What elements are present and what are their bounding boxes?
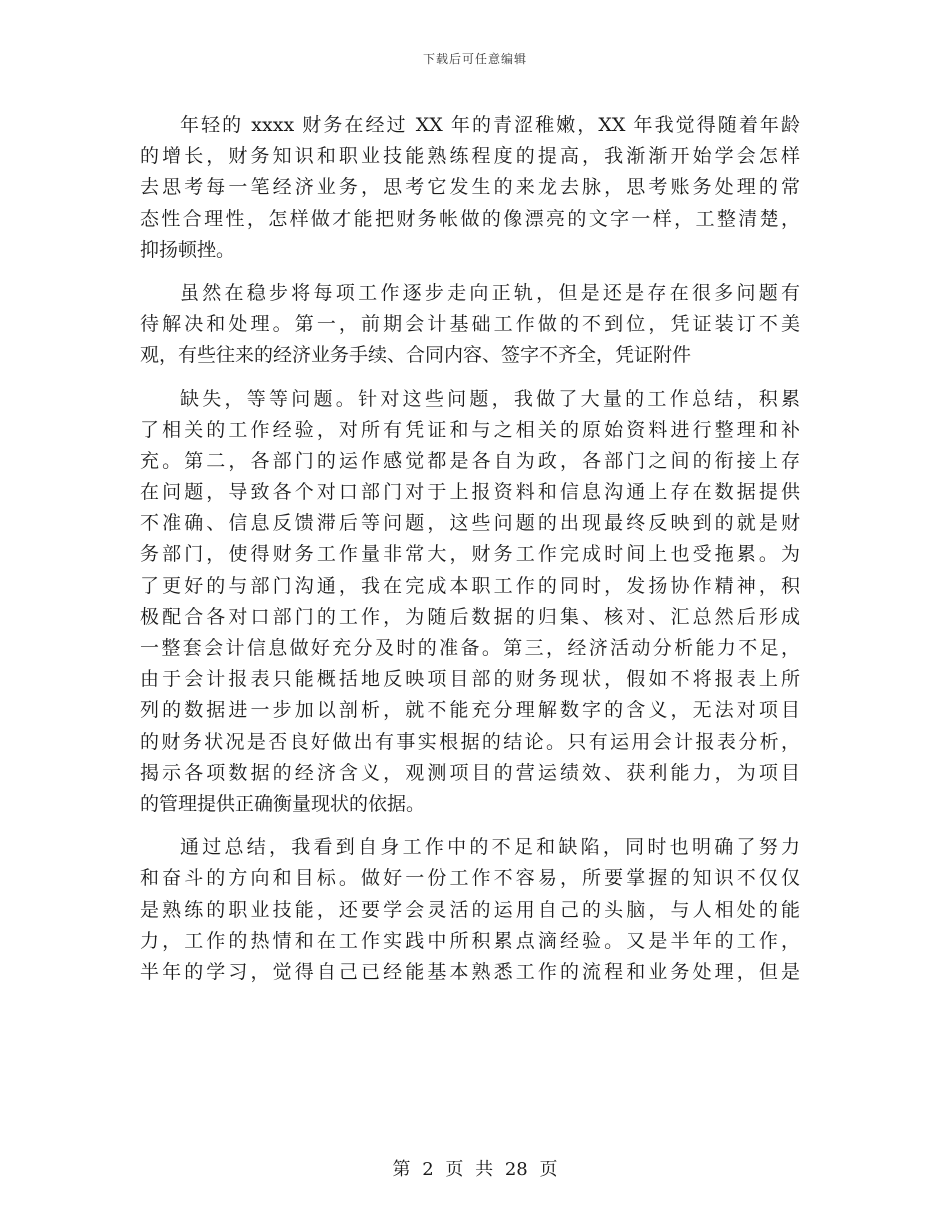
text-line: 了相关的工作经验，对所有凭证和与之相关的原始资料进行整理和补 xyxy=(140,418,800,441)
text-line: 缺失，等等问题。针对这些问题，我做了大量的工作总结，积累 xyxy=(180,387,800,410)
text-line: 观，有些往来的经济业务手续、合同内容、签字不齐全，凭证附件 xyxy=(140,344,692,367)
text-line: 去思考每一笔经济业务，思考它发生的来龙去脉，思考账务处理的常 xyxy=(140,176,800,199)
text-line: 半年的学习，觉得自己已经能基本熟悉工作的流程和业务处理，但是 xyxy=(140,960,800,983)
text-line: 抑扬顿挫。 xyxy=(140,238,236,261)
text-line: 通过总结，我看到自身工作中的不足和缺陷，同时也明确了努力 xyxy=(180,836,800,859)
paragraph xyxy=(140,384,800,821)
text-line: 充。第二，各部门的运作感觉都是各自为政，各部门之间的衔接上存 xyxy=(140,449,800,472)
paragraph xyxy=(140,832,800,988)
text-line: 在问题，导致各个对口部门对于上报资料和信息沟通上存在数据提供 xyxy=(140,481,800,504)
text-line: 态性合理性，怎样做才能把财务帐做的像漂亮的文字一样，工整清楚， xyxy=(140,207,800,230)
text-line: 务部门，使得财务工作量非常大，财务工作完成时间上也受拖累。为 xyxy=(140,543,800,566)
text-line: 由于会计报表只能概括地反映项目部的财务现状，假如不将报表上所 xyxy=(140,668,800,691)
text-line: 年轻的 xxxx 财务在经过 XX 年的青涩稚嫩，XX 年我觉得随着年龄 xyxy=(180,114,800,136)
text-line: 的管理提供正确衡量现状的依据。 xyxy=(140,792,426,815)
text-line: 的财务状况是否良好做出有事实根据的结论。只有运用会计报表分析， xyxy=(140,730,800,753)
text-line: 力，工作的热情和在工作实践中所积累点滴经验。又是半年的工作， xyxy=(140,929,800,952)
text-line: 极配合各对口部门的工作，为随后数据的归集、核对、汇总然后形成 xyxy=(140,605,800,628)
page-number-footer: 第 2 页 共 28 页 xyxy=(392,1159,558,1180)
text-line: 不准确、信息反馈滞后等问题，这些问题的出现最终反映到的就是财 xyxy=(140,512,800,535)
document-body xyxy=(140,110,800,988)
text-line: 了更好的与部门沟通，我在完成本职工作的同时，发扬协作精神，积 xyxy=(140,574,800,597)
text-line: 虽然在稳步将每项工作逐步走向正轨，但是还是存在很多问题有 xyxy=(180,281,800,304)
text-line: 揭示各项数据的经济含义，观测项目的营运绩效、获利能力，为项目 xyxy=(140,761,800,784)
text-line: 是熟练的职业技能，还要学会灵活的运用自己的头脑，与人相处的能 xyxy=(140,898,800,921)
text-line: 的增长，财务知识和职业技能熟练程度的提高，我渐渐开始学会怎样 xyxy=(140,145,800,168)
paragraph xyxy=(140,278,800,372)
text-line: 列的数据进一步加以剖析，就不能充分理解数字的含义，无法对项目 xyxy=(140,699,800,722)
text-line: 一整套会计信息做好充分及时的准备。第三，经济活动分析能力不足， xyxy=(140,637,800,659)
text-line: 待解决和处理。第一，前期会计基础工作做的不到位，凭证装订不美 xyxy=(140,313,800,336)
text-line: 和奋斗的方向和目标。做好一份工作不容易，所要掌握的知识不仅仅 xyxy=(140,867,800,890)
page-header: 下载后可任意编辑 xyxy=(422,52,527,66)
paragraph xyxy=(140,110,800,266)
